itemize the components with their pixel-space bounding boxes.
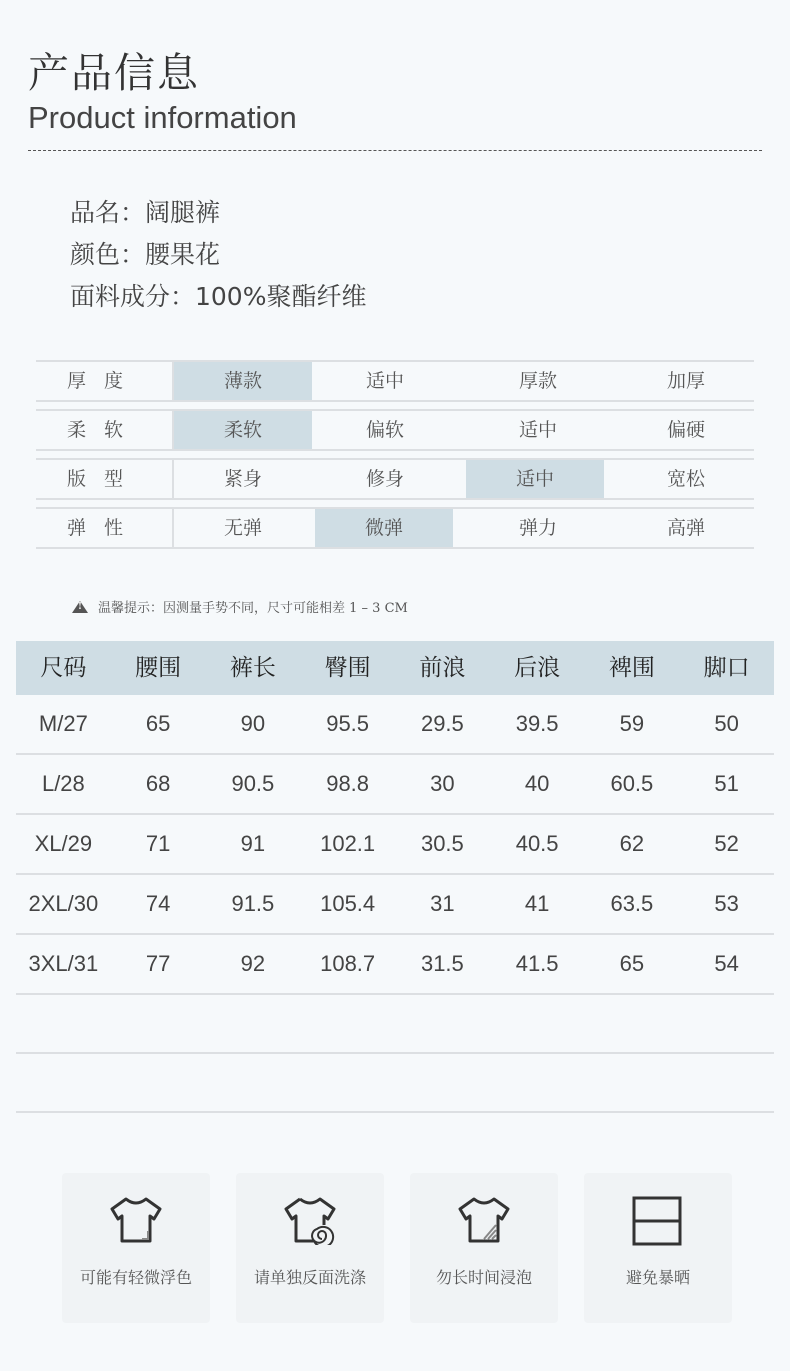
table-cell: 62 [619,831,645,856]
table-cell: 63.5 [610,891,654,916]
table-cell: 98.8 [326,771,370,796]
column-header: 腰围 [135,655,182,681]
care-card [410,1173,558,1323]
attr-option: 适中 [518,419,557,441]
care-card [236,1173,384,1323]
table-row [16,935,774,995]
table-cell: 91.5 [231,891,275,916]
table-cell: 68 [145,771,171,796]
table-cell: 51 [714,771,739,796]
size-table [16,641,774,1113]
care-card [62,1173,210,1323]
attr-option: 修身 [365,468,404,490]
table-cell: 105.4 [320,891,376,916]
table-cell: 52 [714,831,739,856]
attr-label: 厚度 [66,370,141,392]
table-cell: 39.5 [515,711,559,736]
attr-option: 宽松 [666,468,705,490]
table-cell: 3XL/31 [28,951,99,976]
attr-option: 微弹 [315,509,453,547]
table-cell: 41 [524,891,550,916]
table-row-empty [16,1054,774,1113]
care-card [584,1173,732,1323]
attr-option: 紧身 [223,468,262,490]
attr-option: 适中 [365,370,404,392]
column-header: 裨围 [608,655,655,681]
tshirt-icon [106,1195,166,1245]
tshirt-water-icon [454,1195,514,1245]
attr-option: 薄款 [174,362,312,400]
attr-option: 弹力 [518,517,557,539]
attr-option: 厚款 [518,370,557,392]
tshirt-spiral-icon [280,1195,340,1245]
sun-box-icon [628,1195,688,1247]
attr-option: 加厚 [666,370,705,392]
table-cell: 95.5 [326,711,370,736]
table-cell: 108.7 [320,951,376,976]
table-cell: 29.5 [420,711,464,736]
size-table-header [16,641,774,695]
table-cell: 54 [714,951,739,976]
measurement-tip [72,597,408,616]
table-cell: 53 [714,891,739,916]
care-label: 请单独反面洗涤 [253,1268,366,1287]
table-cell: 50 [714,711,739,736]
table-row [16,695,774,755]
attr-option: 无弹 [223,517,262,539]
column-header: 脚口 [703,655,750,681]
attr-label: 柔软 [66,419,141,441]
table-cell: 71 [145,831,171,856]
column-header: 尺码 [40,655,87,681]
table-cell: 90.5 [231,771,275,796]
attr-option: 偏硬 [666,419,705,441]
tip-text: 温馨提示：因测量手势不同，尺寸可能相差 1 – 3 CM [98,601,408,616]
attr-label: 版型 [66,468,141,490]
title-en: Product information [28,100,297,135]
care-label: 可能有轻微浮色 [79,1268,192,1287]
care-label: 避免暴晒 [625,1268,690,1287]
table-cell: 90 [240,711,266,736]
attr-row-elasticity [36,507,754,549]
attr-option: 高弹 [666,517,705,539]
title-cn: 产品信息 [28,49,200,97]
table-cell: L/28 [41,771,85,796]
table-cell: 31.5 [420,951,464,976]
column-header: 前浪 [419,655,466,681]
info-name: 品名：阔腿裤 [70,198,221,227]
column-header: 裤长 [229,655,276,681]
attr-option: 偏软 [365,419,404,441]
table-cell: 74 [145,891,171,916]
table-cell: 40.5 [515,831,559,856]
column-header: 臀围 [324,655,371,681]
table-cell: XL/29 [34,831,93,856]
attr-option: 柔软 [174,411,312,449]
info-fabric: 面料成分：100%聚酯纤维 [70,282,367,311]
table-cell: 41.5 [515,951,559,976]
table-cell: 30.5 [420,831,464,856]
table-row [16,815,774,875]
table-row [16,875,774,935]
info-color: 颜色：腰果花 [70,240,221,269]
table-cell: 2XL/30 [28,891,99,916]
table-cell: 40 [524,771,550,796]
table-row [16,755,774,815]
table-cell: 92 [240,951,266,976]
attribute-table [36,360,754,556]
table-cell: 91 [240,831,266,856]
attr-row-softness [36,409,754,451]
dashed-divider [28,150,762,151]
table-cell: 65 [619,951,645,976]
table-cell: 65 [145,711,171,736]
column-header: 后浪 [514,655,561,681]
warning-icon [72,601,88,613]
table-cell: 31 [430,891,455,916]
table-row-empty [16,995,774,1054]
table-cell: 30 [430,771,455,796]
attr-option: 适中 [466,460,604,498]
attr-label: 弹性 [66,517,141,539]
care-label: 勿长时间浸泡 [435,1268,532,1287]
table-cell: M/27 [38,711,88,736]
table-cell: 102.1 [320,831,376,856]
attr-row-thickness [36,360,754,402]
table-cell: 59 [619,711,645,736]
attr-row-fit [36,458,754,500]
table-cell: 60.5 [610,771,654,796]
table-cell: 77 [145,951,171,976]
product-info [70,192,366,318]
